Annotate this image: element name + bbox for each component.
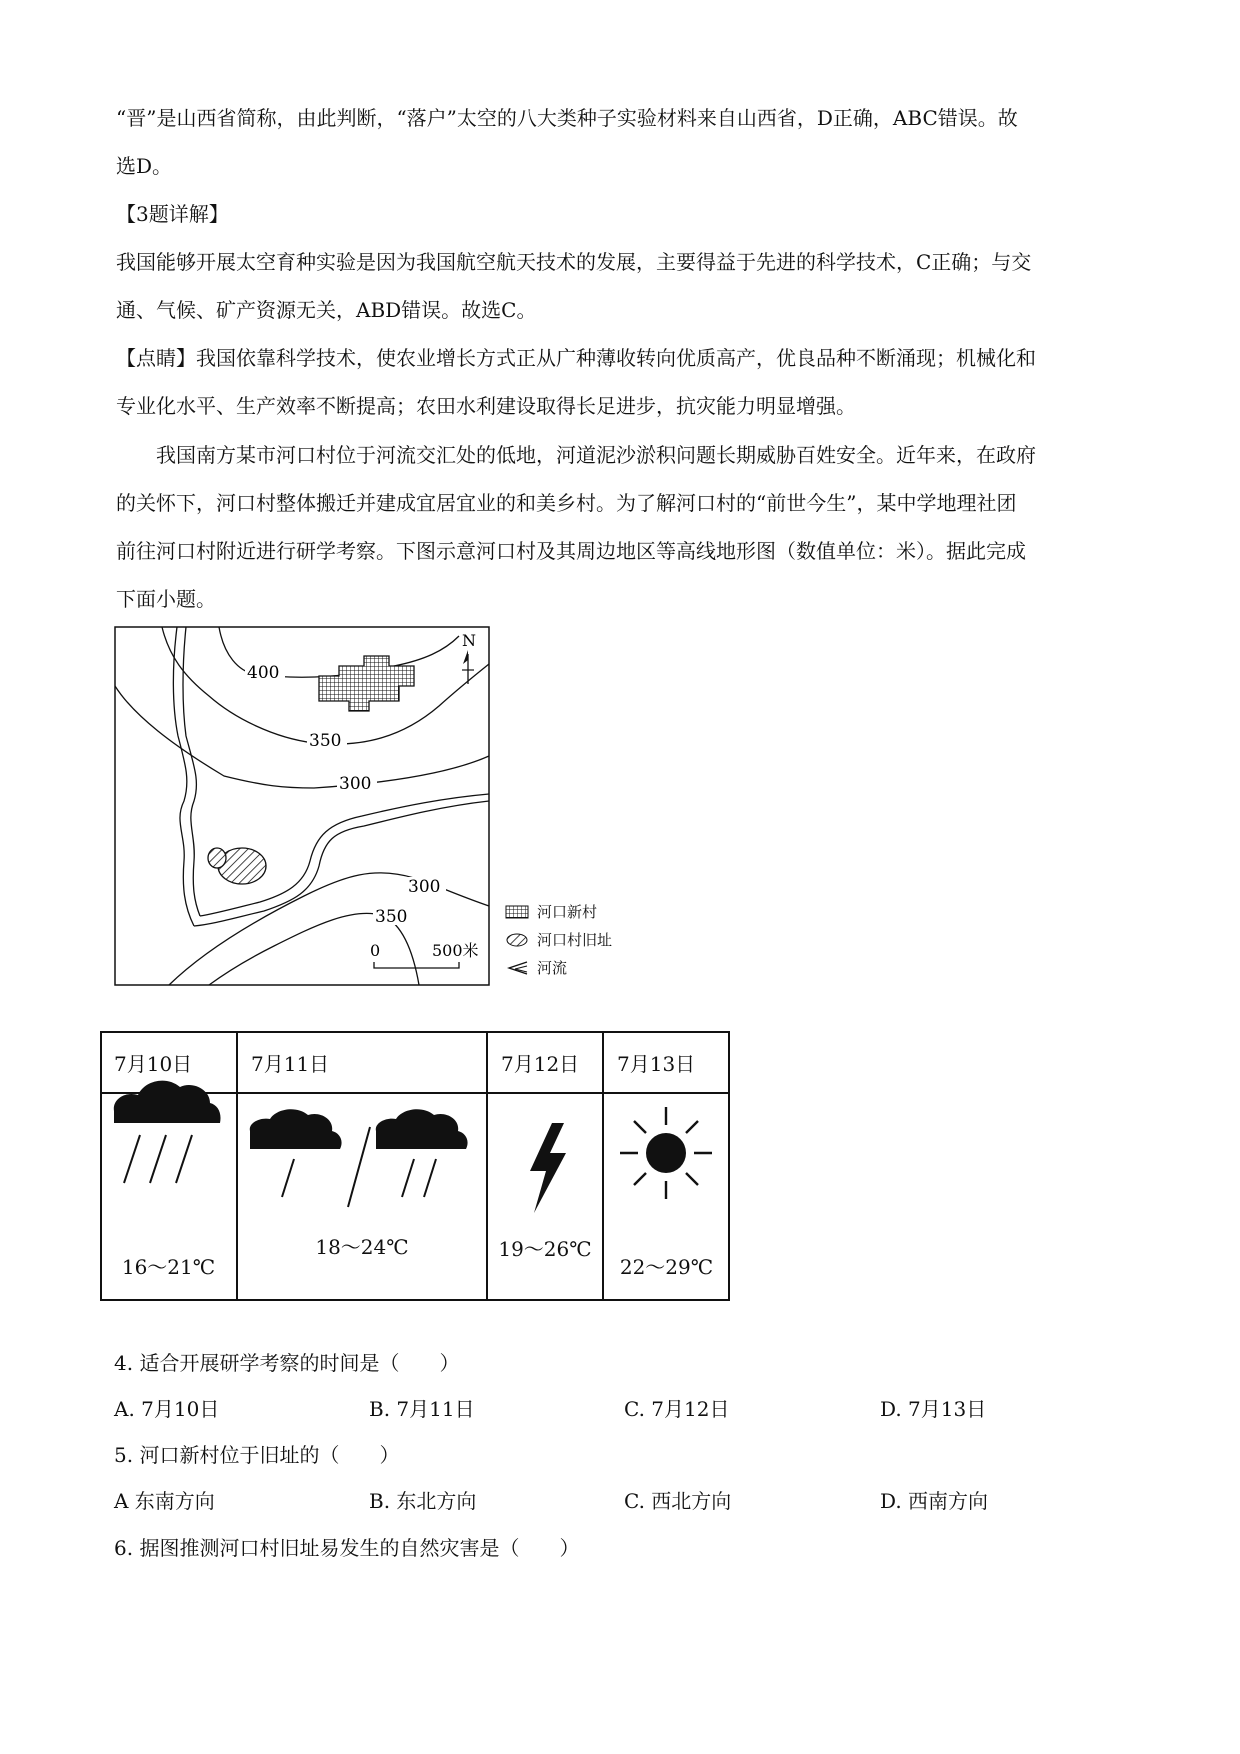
weather-date-2: 7月11日 [251,1051,330,1076]
map-frame [115,627,489,985]
contour-map [114,626,490,986]
scale-label: 500米 [432,941,479,960]
weather-temp-3: 19～26℃ [498,1237,592,1261]
contour-map-figure [114,626,490,986]
weather-date-1: 7月10日 [114,1051,193,1076]
weather-date-4: 7月13日 [617,1051,696,1076]
question-5-option-d[interactable]: D. 西南方向 [880,1489,989,1513]
para4-line3: 前往河口村附近进行研学考察。下图示意河口村及其周边地区等高线地形图（数值单位：米）。据此完成 [116,539,1026,563]
para4-line2: 的关怀下，河口村整体搬迁并建成宜居宜业的和美乡村。为了解河口村的“前世今生”，某中学地理社团 [116,491,1017,515]
contour-label-350-lower: 350 [375,907,408,927]
legend-item-new-village [505,898,612,926]
question-6-stem: 6. 据图推测河口村旧址易发生的自然灾害是（ ） [114,1536,580,1560]
question-4-option-d[interactable]: D. 7月13日 [880,1397,987,1421]
contour-label-300-lower: 300 [408,877,441,897]
legend-item-river [505,954,612,982]
thunder-icon [530,1123,566,1213]
legend-item-old-site [505,926,612,954]
legend-label-old-site: 河口村旧址 [537,931,613,949]
weather-table [100,1031,730,1301]
para2-line2: 通、气候、矿产资源无关，ABD错误。故选C。 [116,298,537,322]
heavy-rain-icon [114,1081,221,1183]
para1-line1: “晋”是山西省简称，由此判断，“落户”太空的八大类种子实验材料来自山西省，D正确，ABC错误。故 [116,106,1018,130]
legend-label-new-village: 河口新村 [537,903,598,921]
old-village-site-shape-small [208,848,226,868]
question-4-stem: 4. 适合开展研学考察的时间是（ ） [114,1351,460,1375]
grid-pattern-icon [505,905,529,919]
question-4-option-a[interactable]: A. 7月10日 [114,1397,220,1421]
para4-line1: 我国南方某市河口村位于河流交汇处的低地，河道泥沙淤积问题长期威胁百姓安全。近年来，在政府 [156,443,1036,467]
para4-line4: 下面小题。 [116,587,216,611]
contour-label-350-upper: 350 [309,731,342,751]
scale-zero: 0 [370,941,381,960]
weather-temp-2: 18～24℃ [315,1235,409,1259]
weather-transition-slash [348,1127,370,1207]
para2-line1: 我国能够开展太空育种实验是因为我国航空航天技术的发展，主要得益于先进的科学技术，C正确；与交 [116,250,1032,274]
question-5-option-a[interactable]: A 东南方向 [114,1489,215,1513]
river-icon [505,960,529,976]
hatch-pattern-icon [505,932,529,948]
weather-temp-4: 22～29℃ [619,1255,714,1279]
sunny-icon [620,1107,712,1199]
para3-line2: 专业化水平、生产效率不断提高；农田水利建设取得长足进步，抗灾能力明显增强。 [116,394,856,418]
question-5-option-b[interactable]: B. 东北方向 [369,1489,477,1513]
para3-line1: 【点睛】我国依靠科学技术，使农业增长方式正从广种薄收转向优质高产，优良品种不断涌现；机械化和 [116,346,1036,370]
contour-label-400: 400 [247,663,280,683]
question-5-stem: 5. 河口新村位于旧址的（ ） [114,1443,400,1467]
legend-label-river: 河流 [537,959,568,977]
map-legend [505,898,612,982]
north-label: N [462,631,476,650]
weather-temp-1: 16～21℃ [121,1255,216,1279]
light-rain-icon [250,1109,342,1197]
weather-date-3: 7月12日 [501,1051,580,1076]
para1-line2: 选D。 [116,154,173,178]
question-5-option-c[interactable]: C. 西北方向 [624,1489,732,1513]
question-4-option-b[interactable]: B. 7月11日 [369,1397,475,1421]
section-heading-q3: 【3题详解】 [116,202,229,226]
moderate-rain-icon [376,1109,468,1197]
contour-label-300-upper: 300 [339,774,372,794]
question-4-option-c[interactable]: C. 7月12日 [624,1397,730,1421]
